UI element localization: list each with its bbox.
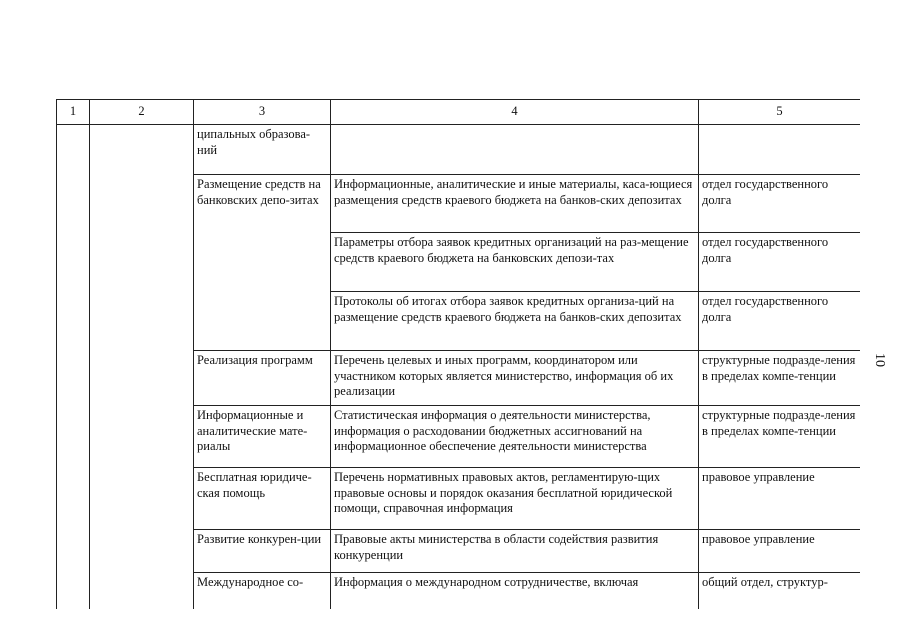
page-number: 10 [872,353,887,367]
table-cell-responsible: структурные подразде-ления в пределах компе-тенции [699,406,861,468]
table-cell-content: Параметры отбора заявок кредитных организаций на раз-мещение средств краевого бюджета на банковских депози-тах [331,233,699,292]
column-header-5: 5 [699,100,861,125]
column-header-1: 1 [57,100,90,125]
table-cell-section: Международное со- [194,573,331,610]
table-cell-content: Информация о международном сотрудничестве, включая [331,573,699,610]
table-cell-section: Развитие конкурен-ции [194,530,331,573]
table-cell-responsible: отдел государственного долга [699,233,861,292]
document-table [56,99,860,609]
table-cell-responsible: правовое управление [699,468,861,530]
table-cell-section: Размещение средств на банковских депо-зитах [194,175,331,351]
table-cell-responsible: правовое управление [699,530,861,573]
column-header-4: 4 [331,100,699,125]
table-cell-responsible [699,125,861,175]
table-cell-content [331,125,699,175]
table-cell-content: Правовые акты министерства в области содействия развития конкуренции [331,530,699,573]
table-cell-content: Протоколы об итогах отбора заявок кредитных организа-ций на размещение средств краевого бюджета на банков-ских депозитах [331,292,699,351]
table-header-row [57,100,861,125]
table-cell-content: Перечень нормативных правовых актов, регламентирую-щих правовые основы и порядок оказания бесплатной юридической помощи, справочная информация [331,468,699,530]
table-cell-content: Статистическая информация о деятельности министерства, информация о расходовании бюджетных ассигнований на информационное обеспечение деятельности министерства [331,406,699,468]
table-cell-responsible: отдел государственного долга [699,292,861,351]
table-cell-responsible: структурные подразде-ления в пределах компе-тенции [699,351,861,406]
table-cell-section: Бесплатная юридиче-ская помощь [194,468,331,530]
table-cell-section: Информационные и аналитические мате-риалы [194,406,331,468]
document-table-area [56,99,860,609]
table-cell-responsible: отдел государственного долга [699,175,861,233]
table-cell-content: Информационные, аналитические и иные материалы, каса-ющиеся размещения средств краевого бюджета на банков-ских депозитах [331,175,699,233]
table-cell-responsible: общий отдел, структур- [699,573,861,610]
column-header-2: 2 [90,100,194,125]
table-cell-col2 [90,125,194,610]
table-row [57,125,861,175]
table-cell-section: ципальных образова-ний [194,125,331,175]
table-cell-content: Перечень целевых и иных программ, координатором или участником которых является министерство, информация об их реализации [331,351,699,406]
table-cell-col1 [57,125,90,610]
column-header-3: 3 [194,100,331,125]
table-cell-section: Реализация программ [194,351,331,406]
